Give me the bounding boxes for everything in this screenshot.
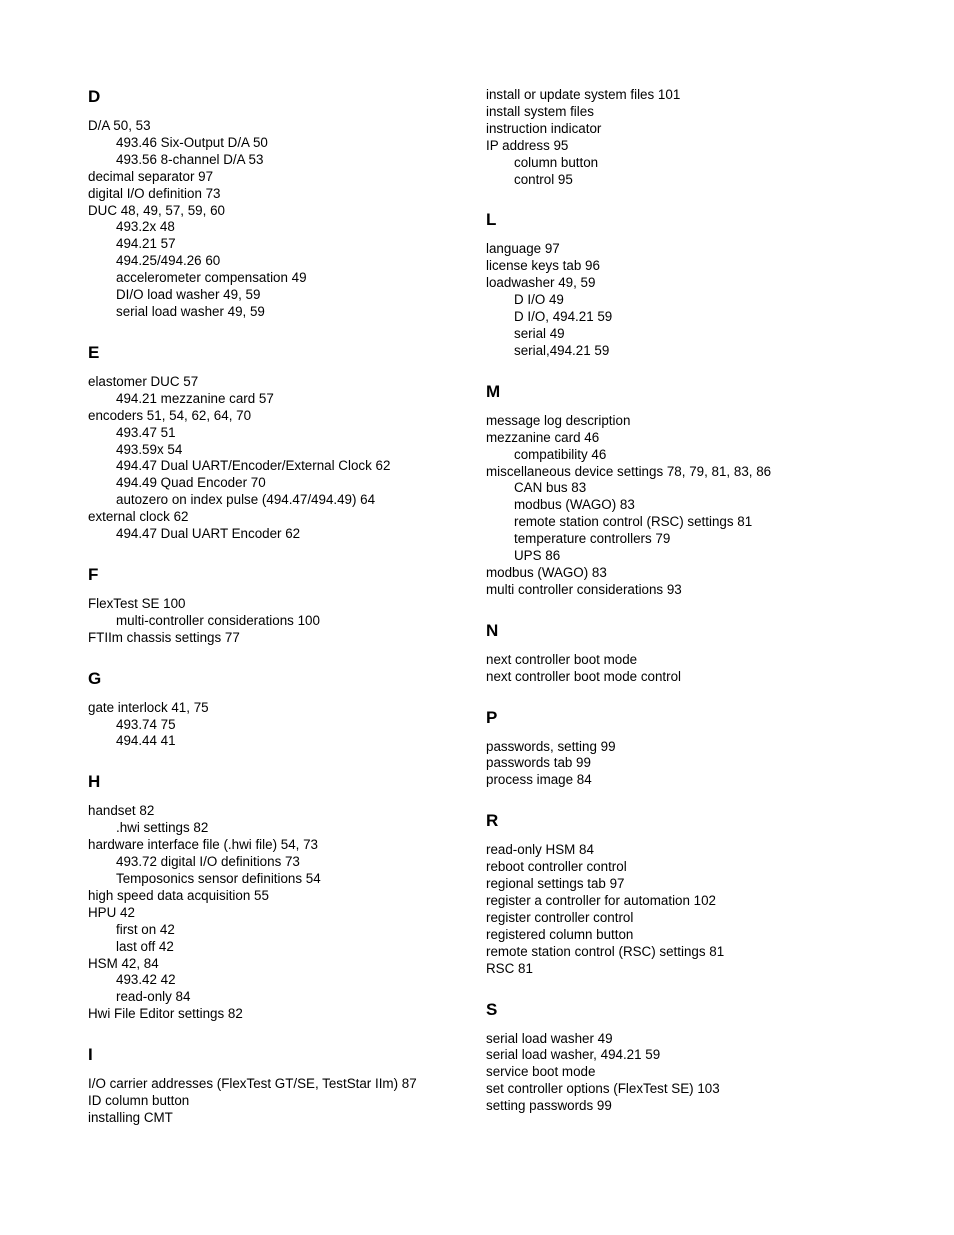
index-section-n bbox=[486, 621, 926, 686]
index-section-e bbox=[88, 343, 458, 543]
index-entry: next controller boot mode bbox=[486, 651, 638, 667]
index-entry: decimal separator 97 bbox=[88, 168, 214, 184]
index-subentry: 494.44 41 bbox=[116, 733, 176, 749]
index-entry: encoders 51, 54, 62, 64, 70 bbox=[88, 407, 252, 423]
index-entry: Hwi File Editor settings 82 bbox=[88, 1006, 243, 1022]
index-subentry: Temposonics sensor definitions 54 bbox=[116, 871, 321, 886]
index-subentry: 493.46 Six-Output D/A 50 bbox=[116, 134, 268, 150]
index-entry: DUC 48, 49, 57, 59, 60 bbox=[88, 202, 225, 218]
index-entry: D/A 50, 53 bbox=[88, 118, 151, 133]
index-section-s bbox=[486, 1000, 926, 1116]
index-subentry: 494.47 Dual UART Encoder 62 bbox=[116, 526, 301, 542]
index-subentry: read-only 84 bbox=[116, 989, 191, 1005]
index-entry: FTIIm chassis settings 77 bbox=[88, 629, 240, 645]
index-entry: IP address 95 bbox=[486, 137, 569, 153]
index-entry: instruction indicator bbox=[486, 120, 602, 136]
index-entry: install system files bbox=[486, 103, 594, 119]
index-entry: RSC 81 bbox=[486, 960, 533, 976]
index-subentry: compatibility 46 bbox=[514, 446, 607, 462]
index-entry: handset 82 bbox=[88, 803, 155, 819]
index-letter-heading: D bbox=[88, 87, 101, 106]
index-letter-heading: N bbox=[486, 620, 499, 640]
index-section-h bbox=[88, 772, 458, 1023]
index-entry: register a controller for automation 102 bbox=[486, 893, 716, 908]
index-subentry: 493.47 51 bbox=[116, 424, 176, 440]
index-subentry: column button bbox=[514, 154, 599, 170]
index-entry: language 97 bbox=[486, 241, 560, 257]
index-letter-heading: M bbox=[486, 381, 501, 401]
index-section-d bbox=[88, 87, 458, 321]
index-section-r bbox=[486, 811, 926, 977]
index-entry: registered column button bbox=[486, 926, 634, 942]
index-subentry: control 95 bbox=[514, 171, 573, 187]
index-entry: ID column button bbox=[88, 1093, 190, 1109]
index-subentry: 493.42 42 bbox=[116, 972, 176, 988]
index-letter-heading: H bbox=[88, 772, 101, 792]
index-entry: I/O carrier addresses (FlexTest GT/SE, TestStar IIm) 87 bbox=[88, 1076, 417, 1092]
index-entry: gate interlock 41, 75 bbox=[88, 699, 209, 715]
index-section-m bbox=[486, 382, 926, 599]
index-entry: read-only HSM 84 bbox=[486, 842, 594, 858]
index-entry: remote station control (RSC) settings 81 bbox=[486, 943, 725, 959]
index-subentry: modbus (WAGO) 83 bbox=[514, 497, 635, 513]
index-letter-heading: L bbox=[486, 210, 497, 230]
index-entry: multi controller considerations 93 bbox=[486, 581, 682, 597]
index-entry: install or update system files 101 bbox=[486, 87, 681, 102]
index-entry: regional settings tab 97 bbox=[486, 876, 625, 892]
index-subentry: .hwi settings 82 bbox=[116, 820, 209, 836]
index-subentry: autozero on index pulse (494.47/494.49) 64 bbox=[116, 492, 376, 508]
index-subentry: 493.72 digital I/O definitions 73 bbox=[116, 854, 300, 870]
index-letter-heading: P bbox=[486, 707, 498, 727]
index-entry: miscellaneous device settings 78, 79, 81, 83, 86 bbox=[486, 463, 772, 479]
index-entry: serial load washer, 494.21 59 bbox=[486, 1047, 661, 1063]
index-subentry: multi-controller considerations 100 bbox=[116, 612, 320, 628]
index-entry: message log description bbox=[486, 412, 631, 428]
index-subentry: serial,494.21 59 bbox=[514, 342, 610, 358]
index-section-l bbox=[486, 210, 926, 359]
index-letter-heading: F bbox=[88, 564, 99, 584]
index-subentry: 494.49 Quad Encoder 70 bbox=[116, 475, 266, 491]
index-entry: set controller options (FlexTest SE) 103 bbox=[486, 1081, 720, 1097]
index-column-right bbox=[486, 87, 926, 1137]
index-entry: digital I/O definition 73 bbox=[88, 185, 221, 201]
index-entry: HSM 42, 84 bbox=[88, 955, 159, 971]
index-subentry: temperature controllers 79 bbox=[514, 531, 671, 547]
index-entry: setting passwords 99 bbox=[486, 1098, 612, 1114]
index-entry: passwords, setting 99 bbox=[486, 738, 616, 754]
index-entry: elastomer DUC 57 bbox=[88, 373, 199, 389]
index-section-continued bbox=[486, 87, 926, 188]
index-subentry: 493.74 75 bbox=[116, 716, 176, 732]
index-subentry: D I/O 49 bbox=[514, 292, 564, 308]
index-subentry: CAN bus 83 bbox=[514, 480, 587, 496]
index-entry: next controller boot mode control bbox=[486, 668, 682, 684]
index-entry: serial load washer 49 bbox=[486, 1030, 613, 1046]
index-subentry: serial 49 bbox=[514, 325, 565, 341]
index-subentry: 493.59x 54 bbox=[116, 441, 183, 457]
index-section-f bbox=[88, 565, 458, 647]
index-entry: passwords tab 99 bbox=[486, 755, 591, 771]
index-subentry: serial load washer 49, 59 bbox=[116, 303, 265, 319]
index-letter-heading: G bbox=[88, 668, 102, 688]
index-subentry: UPS 86 bbox=[514, 548, 561, 564]
index-entry: external clock 62 bbox=[88, 509, 189, 525]
index-subentry: DI/O load washer 49, 59 bbox=[116, 287, 261, 303]
index-letter-heading: R bbox=[486, 811, 499, 831]
index-column-left bbox=[88, 87, 458, 1149]
index-entry: service boot mode bbox=[486, 1064, 596, 1080]
index-subentry: 493.56 8-channel D/A 53 bbox=[116, 151, 264, 167]
index-subentry: last off 42 bbox=[116, 938, 174, 954]
index-entry: process image 84 bbox=[486, 772, 592, 788]
index-subentry: 493.2x 48 bbox=[116, 219, 175, 235]
index-entry: modbus (WAGO) 83 bbox=[486, 564, 607, 580]
index-subentry: D I/O, 494.21 59 bbox=[514, 309, 613, 325]
index-entry: mezzanine card 46 bbox=[486, 429, 600, 445]
index-subentry: accelerometer compensation 49 bbox=[116, 270, 307, 286]
index-entry: high speed data acquisition 55 bbox=[88, 887, 269, 903]
index-subentry: 494.25/494.26 60 bbox=[116, 253, 221, 269]
index-subentry: remote station control (RSC) settings 81 bbox=[514, 514, 753, 530]
index-section-i bbox=[88, 1045, 458, 1127]
index-letter-heading: S bbox=[486, 999, 498, 1019]
index-subentry: 494.21 mezzanine card 57 bbox=[116, 390, 274, 406]
index-entry: loadwasher 49, 59 bbox=[486, 275, 596, 291]
index-entry: HPU 42 bbox=[88, 904, 135, 920]
index-entry: license keys tab 96 bbox=[486, 258, 600, 274]
index-subentry: 494.47 Dual UART/Encoder/External Clock 62 bbox=[116, 458, 391, 474]
index-letter-heading: E bbox=[88, 342, 100, 362]
index-section-p bbox=[486, 708, 926, 790]
index-entry: hardware interface file (.hwi file) 54, 73 bbox=[88, 837, 318, 853]
index-subentry: first on 42 bbox=[116, 921, 175, 937]
index-entry: FlexTest SE 100 bbox=[88, 595, 186, 611]
index-letter-heading: I bbox=[88, 1045, 93, 1065]
index-section-g bbox=[88, 669, 458, 751]
index-entry: installing CMT bbox=[88, 1109, 173, 1125]
index-subentry: 494.21 57 bbox=[116, 236, 176, 252]
index-entry: reboot controller control bbox=[486, 859, 627, 875]
index-entry: register controller control bbox=[486, 909, 634, 925]
